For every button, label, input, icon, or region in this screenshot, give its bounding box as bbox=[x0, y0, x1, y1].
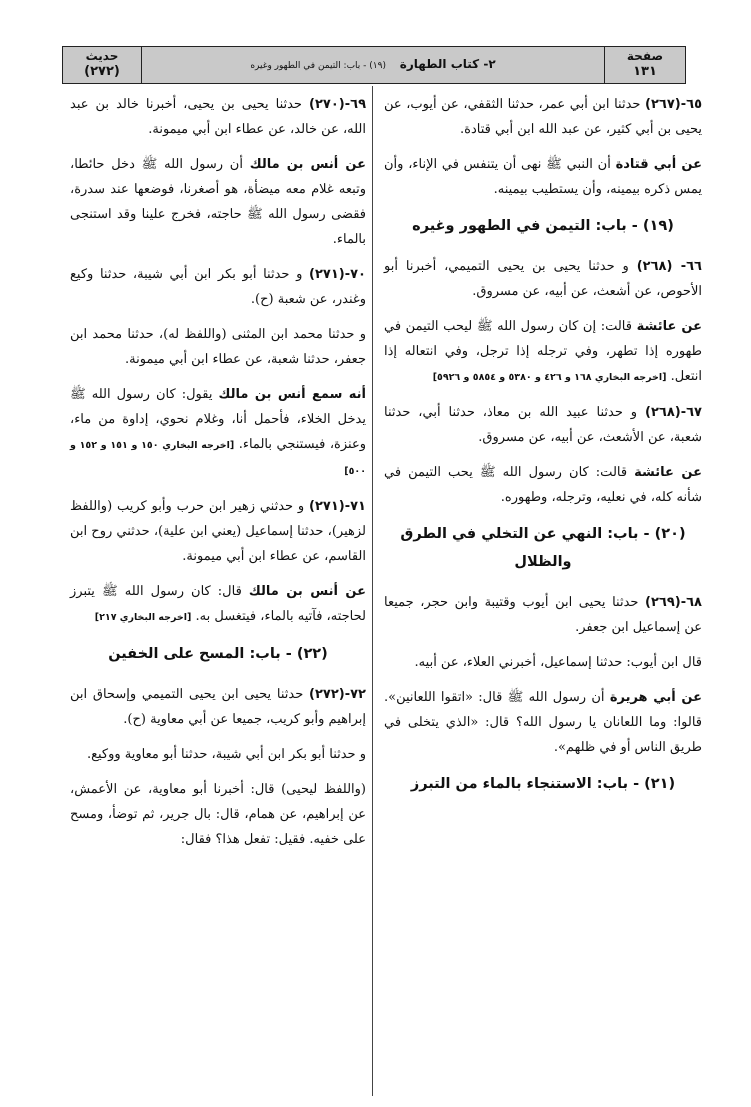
chapter-heading: (١٩) - باب: التيمن في الطهور وغيره bbox=[412, 218, 674, 234]
chapter-title: (١٩) - باب: التيمن في الطهور وغيره bbox=[250, 61, 386, 71]
hadith-isnad bbox=[384, 590, 702, 640]
narrator: عن عائشة bbox=[636, 319, 702, 334]
chapter-heading: (٢٢) - باب: المسح على الخفين bbox=[108, 646, 328, 662]
hadith-text bbox=[70, 579, 366, 630]
chapter-heading: (٢٠) - باب: النهي عن التخلي في الطرق والظلال bbox=[400, 526, 686, 570]
hadith-range-number: (٢٧٢) bbox=[84, 64, 120, 79]
right-column bbox=[384, 92, 702, 812]
page-number: ١٣١ bbox=[633, 64, 657, 79]
page-label: صفحة bbox=[626, 49, 664, 63]
paragraph-text: يقول: كان رسول الله ﷺ يدخل الخلاء، فأحمل أنا، وغلام نحوي، إداوة من ماء، وعنزة، فيستنجي بالماء. bbox=[70, 387, 366, 452]
hadith-number: ٦٦- (٢٦٨) bbox=[636, 259, 702, 274]
hadith-isnad bbox=[70, 262, 366, 312]
hadith-number: ٧٠-(٢٧١) bbox=[309, 267, 366, 282]
hadith-number: ٧٢-(٢٧٢) bbox=[309, 687, 366, 702]
reference-note: [اخرجه البخاري ١٦٨ و ٤٢٦ و ٥٣٨٠ و ٥٨٥٤ و ٥٩٢٦] bbox=[432, 372, 667, 383]
narrator: عن أنس بن مالك bbox=[249, 157, 366, 172]
paragraph-text: قال ابن أيوب: حدثنا إسماعيل، أخبرني العلاء، عن أبيه. bbox=[414, 655, 702, 670]
narrator: عن أبي هريرة bbox=[609, 690, 702, 705]
hadith-number: ٧١-(٢٧١) bbox=[309, 499, 366, 514]
hadith-isnad bbox=[70, 682, 366, 732]
paragraph-text: حدثنا ابن أبي عمر، حدثنا الثقفي، عن أيوب، عن يحيى بن أبي كثير، عن عبد الله ابن أبي قتادة. bbox=[384, 97, 702, 137]
reference-note: [اخرجه البخاري ٢١٧] bbox=[94, 612, 192, 623]
reference-note: [اخرجه البخاري ١٥٠ و ١٥١ و ١٥٢ و ٥٠٠] bbox=[70, 440, 366, 477]
hadith-text bbox=[384, 152, 702, 202]
page-header bbox=[62, 46, 686, 84]
paragraph-text: أن رسول الله ﷺ دخل حائطا، وتبعه غلام معه ميضأة، هو أصغرنا، فوضعها عند سدرة، فقضى رسول الله ﷺ حاجته، فخرج علينا وقد استنجى بالماء. bbox=[70, 157, 366, 247]
paragraph-text: حدثنا يحيى بن يحيى، أخبرنا خالد بن عبد الله، عن خالد، عن عطاء ابن أبي ميمونة. bbox=[70, 97, 366, 137]
hadith-text bbox=[384, 314, 702, 390]
paragraph-text: حدثنا يحيى ابن يحيى التميمي وإسحاق ابن إبراهيم وأبو كريب، جميعا عن أبي معاوية (ح). bbox=[70, 687, 366, 727]
page-number-box bbox=[604, 47, 685, 84]
left-column bbox=[70, 92, 366, 862]
hadith-text bbox=[384, 685, 702, 760]
hadith-number: ٦٧-(٢٦٨) bbox=[645, 405, 702, 420]
chapter-heading: (٢١) - باب: الاستنجاء بالماء من التبرز bbox=[410, 776, 676, 792]
hadith-number-box bbox=[63, 47, 142, 84]
paragraph-text: قالت: كان رسول الله ﷺ يحب التيمن في شأنه كله، في نعليه، وترجله، وطهوره. bbox=[384, 465, 702, 505]
paragraph-text: و حدثنا محمد ابن المثنى (واللفظ له)، حدثنا محمد ابن جعفر، حدثنا شعبة، عن عطاء ابن أبي ميمونة. bbox=[70, 327, 366, 367]
paragraph-text: قالت: إن كان رسول الله ﷺ ليحب التيمن في طهوره إذا تطهر، وفي ترجله إذا ترجل، وفي انتعاله إذا انتعل. bbox=[384, 319, 702, 384]
hadith-text bbox=[70, 152, 366, 252]
hadith-text bbox=[70, 382, 366, 484]
narrator: عن عائشة bbox=[634, 465, 702, 480]
hadith-isnad bbox=[70, 494, 366, 569]
paragraph-text: و حدثنا يحيى بن يحيى التميمي، أخبرنا أبو الأحوص، عن أشعث، عن أبيه، عن مسروق. bbox=[384, 259, 702, 299]
text-paragraph bbox=[70, 322, 366, 372]
hadith-text bbox=[384, 460, 702, 510]
paragraph-text: و حدثنا أبو بكر ابن أبي شيبة، حدثنا وكيع وغندر، عن شعبة (ح). bbox=[70, 267, 366, 307]
narrator: أنه سمع أنس بن مالك bbox=[218, 387, 367, 402]
paragraph-text: و حدثني زهير ابن حرب وأبو كريب (واللفظ لزهير)، حدثنا إسماعيل (يعني ابن علية)، حدثني روح ابن القاسم، عن عطاء ابن أبي ميمونة. bbox=[70, 499, 366, 564]
paragraph-text: و حدثنا عبيد الله بن معاذ، حدثنا أبي، حدثنا شعبة، عن الأشعث، عن أبيه، عن مسروق. bbox=[384, 405, 702, 445]
paragraph-text: أن النبي ﷺ نهى أن يتنفس في الإناء، وأن يمس ذكره بيمينه، وأن يستطيب بيمينه. bbox=[384, 157, 702, 197]
hadith-isnad bbox=[70, 92, 366, 142]
paragraph-text: حدثنا يحيى ابن أيوب وقتيبة وابن حجر، جميعا عن إسماعيل ابن جعفر. bbox=[384, 595, 702, 635]
hadith-label: حديث bbox=[85, 49, 119, 63]
text-paragraph bbox=[70, 777, 366, 852]
column-divider bbox=[372, 86, 373, 1096]
hadith-number: ٦٥-(٢٦٧) bbox=[645, 97, 703, 112]
paragraph-text: (واللفظ ليحيى) قال: أخبرنا أبو معاوية، عن الأعمش، عن إبراهيم، عن همام، قال: بال جرير، ثم توضأ، ومسح على خفيه. فقيل: تفعل هذا؟ فقال: bbox=[70, 782, 366, 847]
paragraph-text: و حدثنا أبو بكر ابن أبي شيبة، حدثنا أبو معاوية ووكيع. bbox=[86, 747, 366, 762]
narrator: عن أنس بن مالك bbox=[248, 584, 367, 599]
book-title: ٢- كتاب الطهارة bbox=[399, 57, 496, 71]
narrator: عن أبي قتادة bbox=[615, 157, 702, 172]
text-paragraph bbox=[70, 742, 366, 767]
paragraph-text: أن رسول الله ﷺ قال: «اتقوا اللعانين». قالوا: وما اللعانان يا رسول الله؟ قال: «الذي يتخلى في طريق الناس أو في ظلهم». bbox=[384, 690, 702, 755]
text-paragraph bbox=[384, 650, 702, 675]
hadith-isnad bbox=[384, 400, 702, 450]
hadith-number: ٦٨-(٢٦٩) bbox=[645, 595, 702, 610]
paragraph-text: قال: كان رسول الله ﷺ يتبرز لحاجته، فآتيه بالماء، فيتغسل به. bbox=[70, 584, 366, 624]
hadith-isnad bbox=[384, 92, 702, 142]
hadith-isnad bbox=[384, 254, 702, 304]
hadith-number: ٦٩-(٢٧٠) bbox=[309, 97, 367, 112]
running-title bbox=[143, 57, 603, 71]
